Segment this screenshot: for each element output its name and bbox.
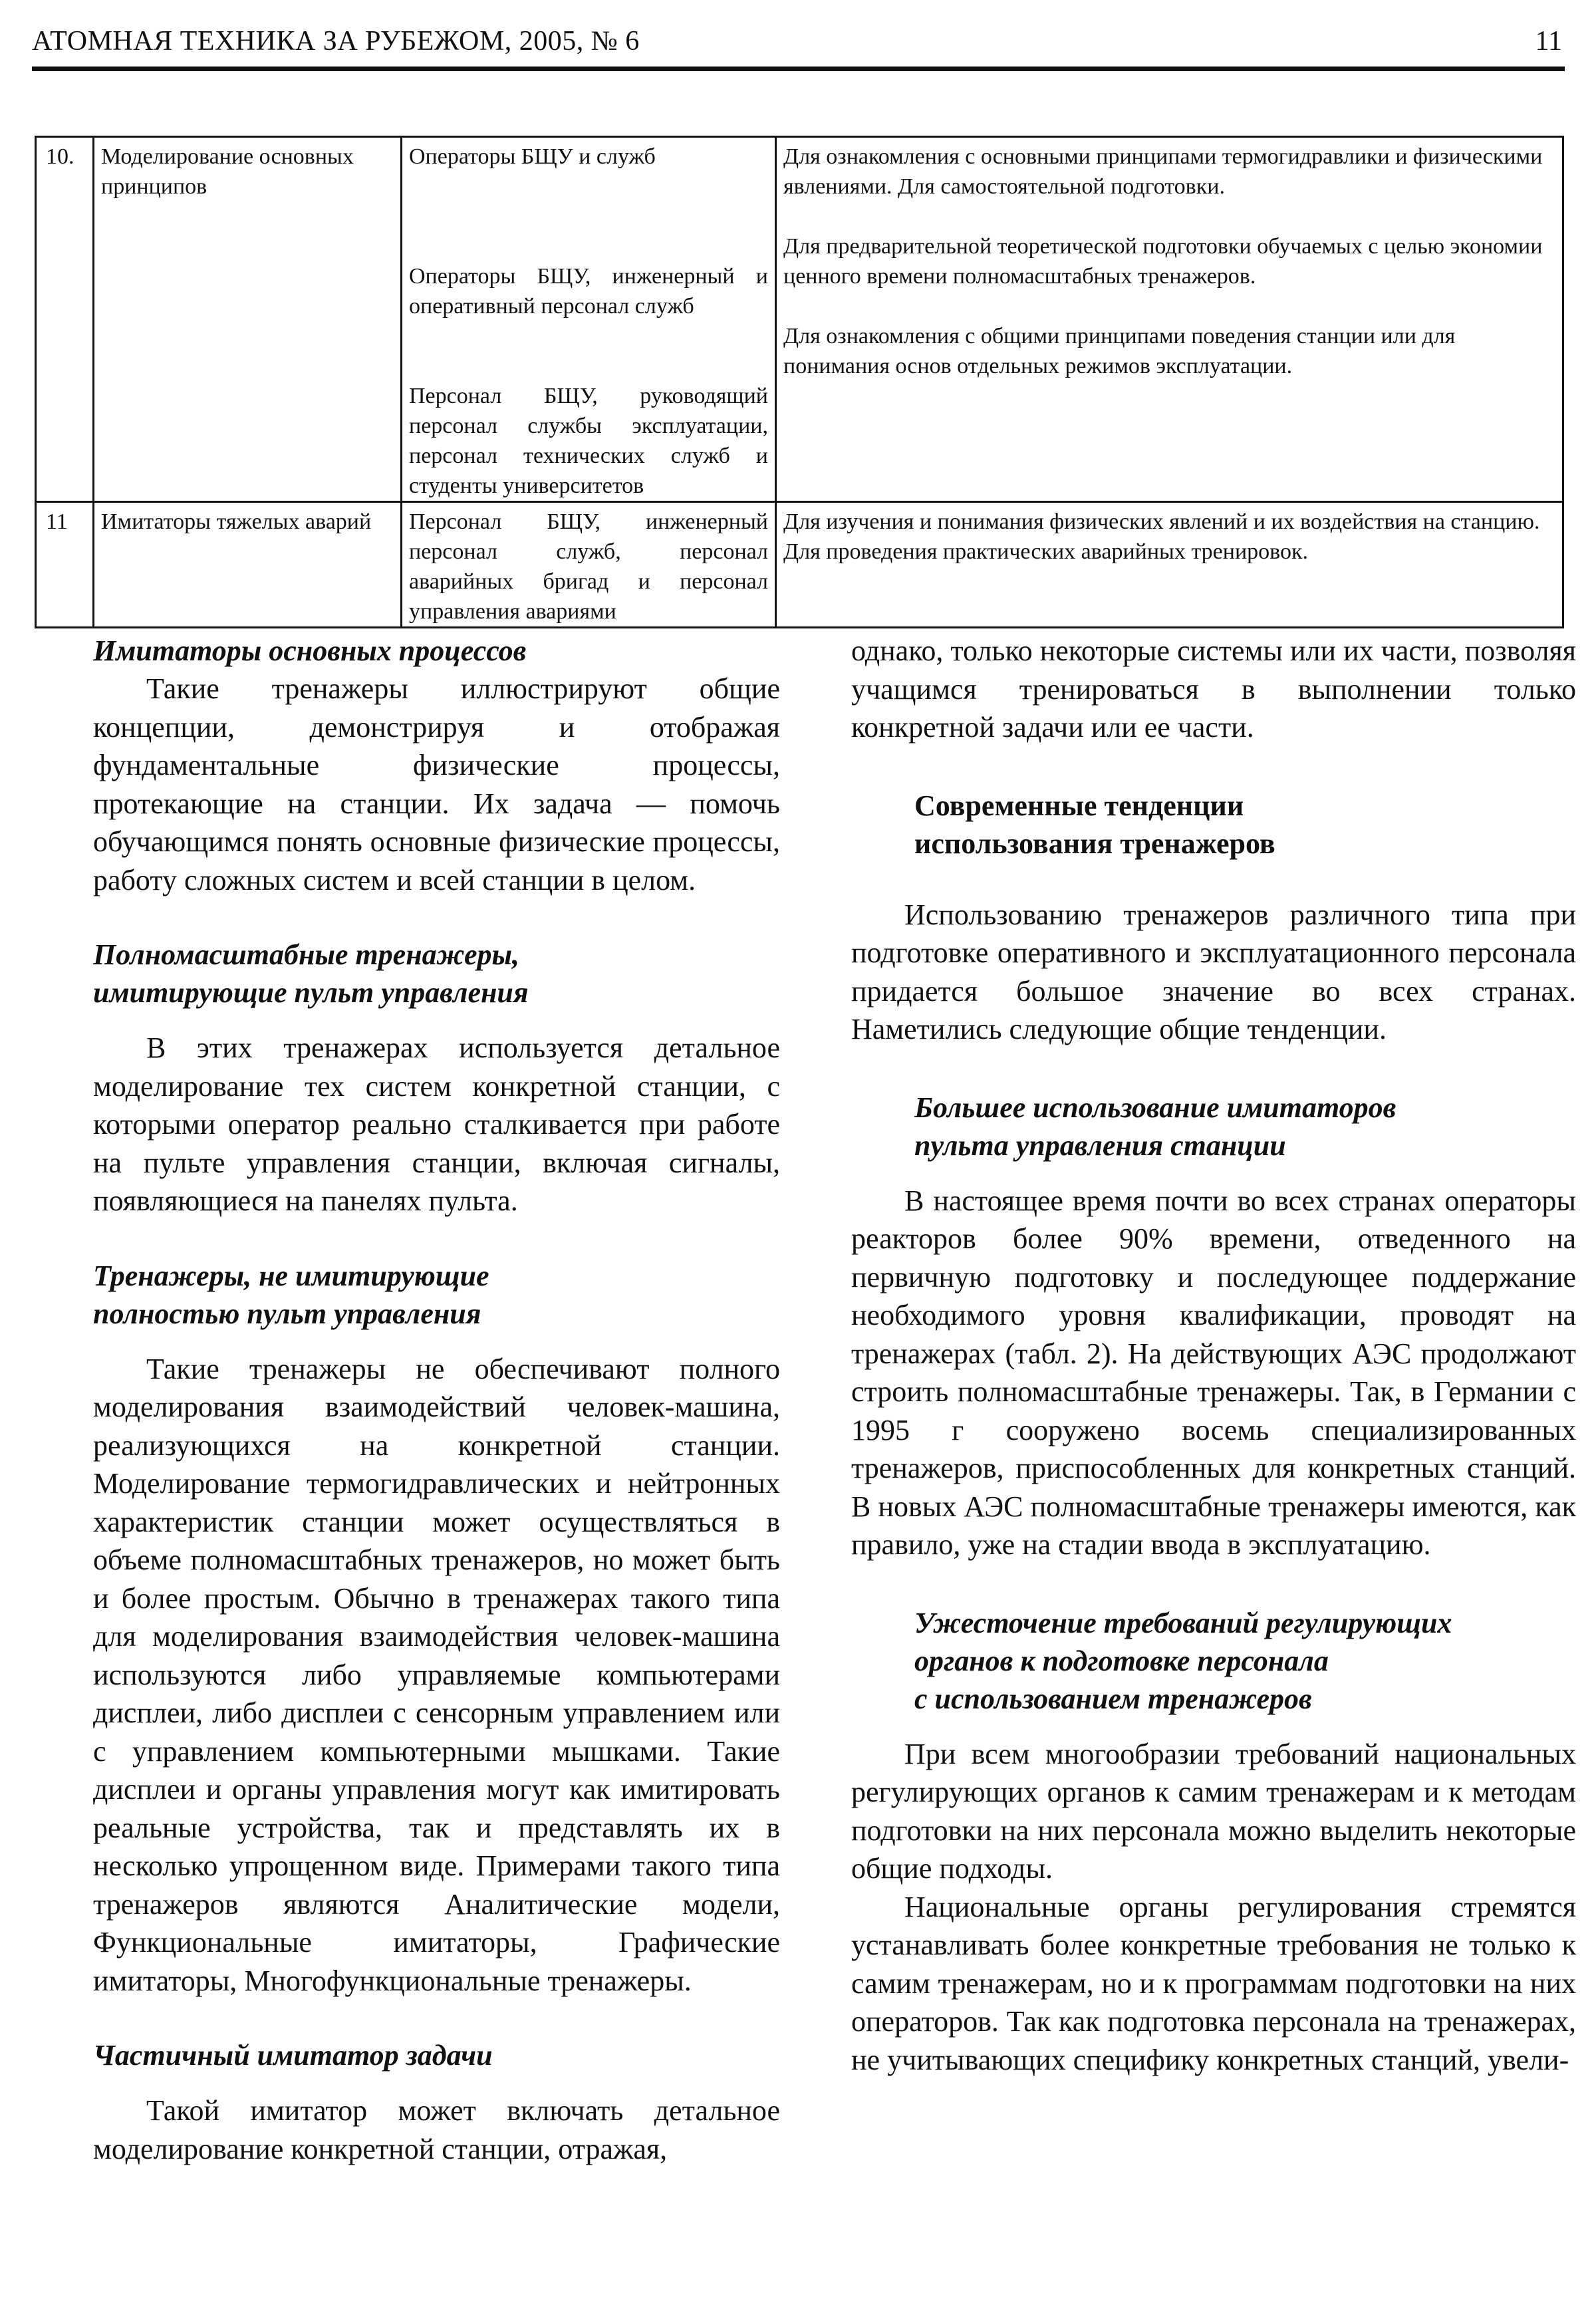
purpose-entry: Для ознакомления с основными принципами термогидравлики и физическими явлениями. Для самостоятельной подготовки. bbox=[783, 144, 1543, 199]
target-personnel: Персонал БЩУ, инженерный персонал служб, персонал аварийных бригад и персонал управления авариями bbox=[402, 502, 776, 628]
paragraph: Использованию тренажеров различного типа при подготовке оперативного и эксплуатационного персонала придается большое значение во всех странах. Наметились следующие общие тенденции. bbox=[851, 898, 1576, 1045]
heading-line: Большее использование имитаторов bbox=[914, 1091, 1396, 1124]
row-number: 11 bbox=[36, 502, 94, 628]
heading-line: Полномасштабные тренажеры, bbox=[93, 938, 520, 971]
personnel-entry: Персонал БЩУ, руководящий персонал службы эксплуатации, персонал технических служб и студенты университетов bbox=[409, 384, 768, 498]
row-number: 10. bbox=[36, 137, 94, 502]
heading-line: Современные тенденции bbox=[914, 789, 1244, 822]
simulator-types-table bbox=[35, 136, 1564, 628]
section-heading bbox=[851, 787, 1576, 863]
purpose bbox=[776, 137, 1563, 502]
personnel-entry: Операторы БЩУ и служб bbox=[409, 144, 656, 169]
heading-line: использования тренажеров bbox=[914, 827, 1275, 860]
heading-line: Тренажеры, не имитирующие bbox=[93, 1259, 489, 1292]
paragraph: Такой имитатор может включать детальное моделирование конкретной станции, отражая, bbox=[93, 2094, 780, 2165]
paragraph-continuation: однако, только некоторые системы или их части, позволяя учащимся тренироваться в выполнении только конкретной задачи или ее части. bbox=[851, 634, 1576, 744]
subsection-heading bbox=[851, 1604, 1576, 1718]
section-heading bbox=[93, 936, 780, 1012]
personnel-entry: Операторы БЩУ, инженерный и оперативный персонал служб bbox=[409, 264, 768, 319]
table-row bbox=[36, 502, 1563, 628]
right-column bbox=[851, 632, 1576, 2079]
heading-line: пульта управления станции bbox=[914, 1129, 1286, 1162]
section-heading: Частичный имитатор задачи bbox=[93, 2039, 493, 2072]
simulator-type: Имитаторы тяжелых аварий bbox=[94, 502, 402, 628]
section-heading: Имитаторы основных процессов bbox=[93, 634, 527, 667]
heading-line: органов к подготовке персонала bbox=[914, 1644, 1329, 1677]
running-header bbox=[32, 24, 1565, 71]
heading-line: с использованием тренажеров bbox=[914, 1682, 1312, 1715]
paragraph: При всем многообразии требований национальных регулирующих органов к самим тренажерам и к методам подготовки на них персонала можно выделить некоторые общие подходы. bbox=[851, 1737, 1576, 1885]
paragraph: Национальные органы регулирования стремятся устанавливать более конкретные требования не только к самим тренажерам, но и к программам подготовки на них операторов. Так как подготовка персонала на тренажерах, не учитывающих специфику конкретных станций, увели- bbox=[851, 1890, 1576, 2076]
purpose-entry: Для ознакомления с общими принципами поведения станции или для понимания основ отдельных режимов эксплуатации. bbox=[783, 324, 1456, 378]
table-row bbox=[36, 137, 1563, 502]
journal-title: АТОМНАЯ ТЕХНИКА ЗА РУБЕЖОМ, 2005, № 6 bbox=[32, 26, 640, 57]
heading-line: полностью пульт управления bbox=[93, 1297, 481, 1330]
purpose-entry: Для предварительной теоретической подготовки обучаемых с целью экономии ценного времени полномасштабных тренажеров. bbox=[783, 234, 1543, 289]
heading-line: Ужесточение требований регулирующих bbox=[914, 1606, 1452, 1639]
paragraph: В настоящее время почти во всех странах операторы реакторов более 90% времени, отведенного на первичную подготовку и последующее поддержание необходимого уровня квалификации, проводят на тренажерах (табл. 2). На действующих АЭС продолжают строить полномасштабные тренажеры. Так, в Германии с 1995 г сооружено восемь специализированных тренажеров, приспособленных для конкретных станций. В новых АЭС полномасштабные тренажеры имеются, как правило, уже на стадии ввода в эксплуатацию. bbox=[851, 1184, 1576, 1561]
paragraph: Такие тренажеры не обеспечивают полного моделирования взаимодействий человек-машина, реализующихся на конкретной станции. Моделирование термогидравлических и нейтронных характеристик станции может осуществляться в объеме полномасштабных тренажеров, но может быть и более простым. Обычно в тренажерах такого типа для моделирования взаимодействия человек-машина используются либо управляемые компьютерами дисплеи, либо дисплеи с сенсорным управлением или с управлением компьютерными мышками. Такие дисплеи и органы управления могут как имитировать реальные устройства, так и представлять их в несколько упрощенном виде. Примерами такого типа тренажеров являются Аналитические модели, Функциональные имитаторы, Графические имитаторы, Многофункциональные тренажеры. bbox=[93, 1352, 780, 1997]
section-heading bbox=[93, 1257, 780, 1333]
purpose: Для изучения и понимания физических явлений и их воздействия на станцию. Для проведения практических аварийных тренировок. bbox=[776, 502, 1563, 628]
simulator-type: Моделирование основных принципов bbox=[94, 137, 402, 502]
paragraph: В этих тренажерах используется детальное моделирование тех систем конкретной станции, с которыми оператор реально сталкивается при работе на пульте управления станции, включая сигналы, появляющиеся на панелях пульта. bbox=[93, 1031, 780, 1217]
target-personnel bbox=[402, 137, 776, 502]
subsection-heading bbox=[851, 1089, 1576, 1164]
page-number: 11 bbox=[1535, 26, 1562, 57]
left-column bbox=[93, 632, 780, 2168]
paragraph: Такие тренажеры иллюстрируют общие концепции, демонстрируя и отображая фундаментальные физические процессы, протекающие на станции. Их задача — помочь обучающимся понять основные физические процессы, работу сложных систем и всей станции в целом. bbox=[93, 672, 780, 896]
heading-line: имитирующие пульт управления bbox=[93, 976, 529, 1009]
